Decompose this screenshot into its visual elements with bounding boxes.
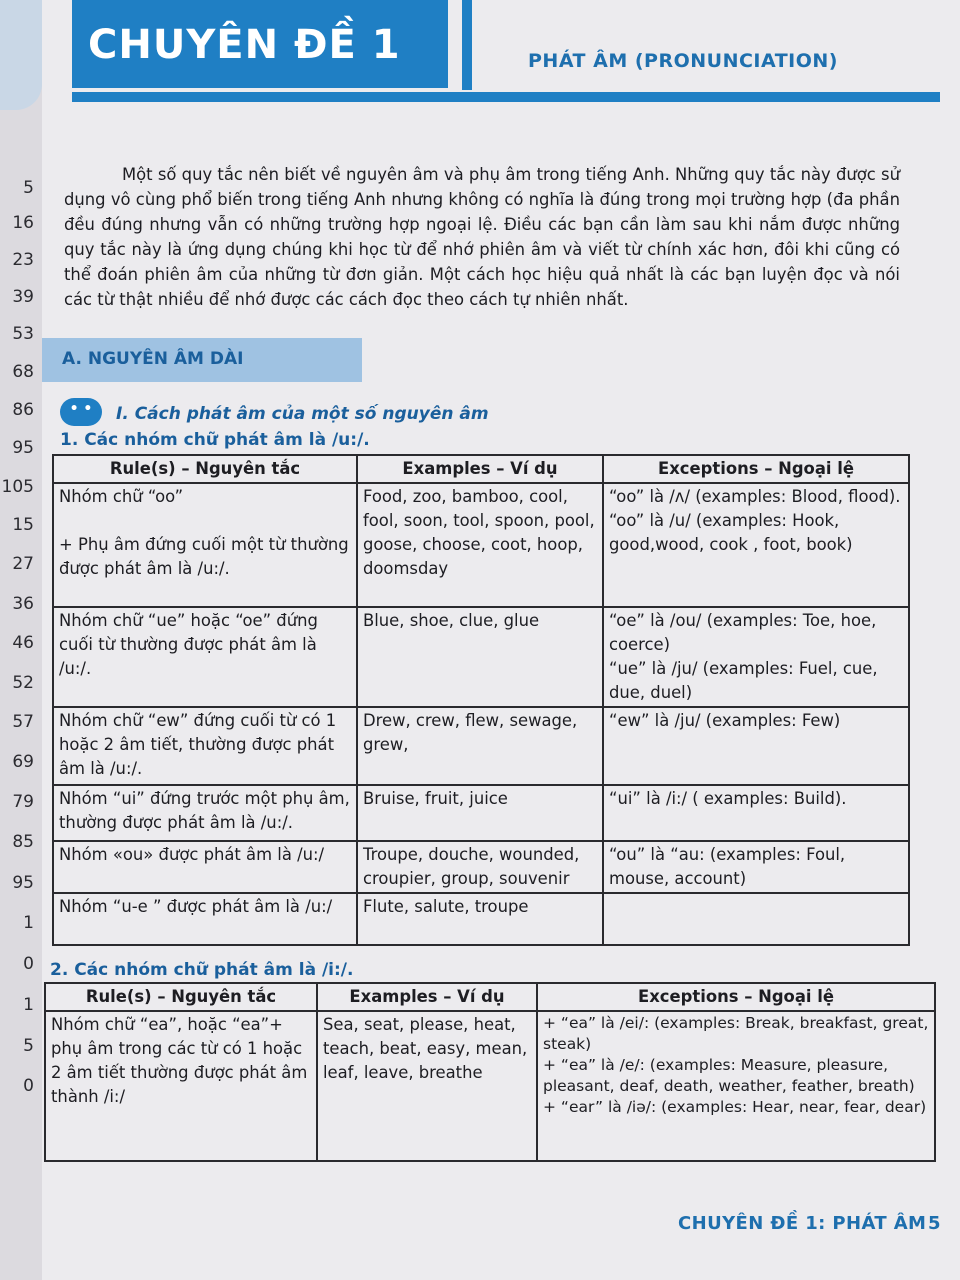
gutter-number: 23 bbox=[12, 250, 34, 270]
gutter-number: 105 bbox=[1, 477, 34, 497]
gutter-number: 5 bbox=[23, 178, 34, 198]
table-header-row bbox=[53, 455, 909, 483]
header-rules: Rule(s) – Nguyên tắc bbox=[45, 983, 317, 1011]
gutter-number: 53 bbox=[12, 324, 34, 344]
table2-title: 2. Các nhóm chữ phát âm là /i:/. bbox=[50, 960, 354, 980]
chapter-title: CHUYÊN ĐỀ 1 bbox=[88, 22, 401, 68]
page-number: 5 bbox=[928, 1213, 941, 1234]
examples-cell: Bruise, fruit, juice bbox=[357, 785, 603, 841]
topic-title: PHÁT ÂM (PRONUNCIATION) bbox=[528, 50, 838, 72]
examples-cell: Food, zoo, bamboo, cool, fool, soon, tool, spoon, pool, goose, choose, coot, hoop, doomsday bbox=[357, 483, 603, 607]
gutter-number: 57 bbox=[12, 712, 34, 732]
exceptions-cell: “ou” là “au: (examples: Foul, mouse, account) bbox=[603, 841, 909, 893]
table1 bbox=[52, 454, 910, 946]
exceptions-cell: “oo” là /ʌ/ (examples: Blood, flood). “oo” là /u/ (examples: Hook, good,wood, cook , foot, book) bbox=[603, 483, 909, 607]
gutter-number: 86 bbox=[12, 400, 34, 420]
header-separator bbox=[462, 0, 472, 90]
header-exceptions: Exceptions – Ngoại lệ bbox=[603, 455, 909, 483]
gutter-number: 85 bbox=[12, 832, 34, 852]
header-examples: Examples – Ví dụ bbox=[317, 983, 537, 1011]
gutter-number: 95 bbox=[12, 438, 34, 458]
gutter-number: 95 bbox=[12, 873, 34, 893]
section-title: A. NGUYÊN ÂM DÀI bbox=[62, 349, 244, 369]
gutter-number: 69 bbox=[12, 752, 34, 772]
header-rule bbox=[72, 92, 940, 102]
gutter-number: 68 bbox=[12, 362, 34, 382]
table1-title: 1. Các nhóm chữ phát âm là /u:/. bbox=[60, 430, 370, 450]
gutter-number: 1 bbox=[23, 995, 34, 1015]
table-row bbox=[53, 893, 909, 945]
header-exceptions: Exceptions – Ngoại lệ bbox=[537, 983, 935, 1011]
gutter-number: 0 bbox=[23, 1076, 34, 1096]
rule-cell: Nhóm chữ “ew” đứng cuối từ có 1 hoặc 2 âm tiết, thường được phát âm là /u:/. bbox=[53, 707, 357, 785]
gutter-number: 16 bbox=[12, 213, 34, 233]
gutter-number: 27 bbox=[12, 554, 34, 574]
chat-bubble-icon: • • bbox=[60, 398, 102, 426]
gutter-number: 0 bbox=[23, 954, 34, 974]
gutter-number: 46 bbox=[12, 633, 34, 653]
intro-paragraph: Một số quy tắc nên biết về nguyên âm và phụ âm trong tiếng Anh. Những quy tắc này được sử dụng vô cùng phổ biến trong tiếng Anh nhưng không có nghĩa là đúng trong mọi trường hợp (đa phần đều đúng nhưng vẫn có những trường hợp ngoại lệ. Điều các bạn cần làm sau khi nắm được những quy tắc này là ứng dụng chúng khi học từ để nhớ phiên âm và viết từ chính xác hơn, đôi khi cũng có thể đoán phiên âm của những từ đơn giản. Một cách học hiệu quả nhất là các bạn luyện đọc và nói các từ thật nhiều để nhớ được các cách đọc theo cách tự nhiên nhất. bbox=[64, 165, 900, 310]
section-heading bbox=[42, 338, 362, 382]
gutter-number: 79 bbox=[12, 792, 34, 812]
table-header-row bbox=[45, 983, 935, 1011]
table-row bbox=[53, 785, 909, 841]
table-row bbox=[53, 841, 909, 893]
rule-cell: Nhóm chữ “oo” + Phụ âm đứng cuối một từ thường được phát âm là /u:/. bbox=[53, 483, 357, 607]
page-gutter bbox=[0, 0, 42, 1280]
exceptions-cell: + “ea” là /ei/: (examples: Break, breakfast, great, steak) + “ea” là /e/: (examples: Measure, pleasure, pleasant, deaf, death, weather, feather, breath) + “ear” là /iə/: (examples: Hear, near, fear, dear) bbox=[537, 1011, 935, 1161]
table-row bbox=[53, 483, 909, 607]
exceptions-cell: “ew” là /ju/ (examples: Few) bbox=[603, 707, 909, 785]
exceptions-cell bbox=[603, 893, 909, 945]
examples-cell: Drew, crew, flew, sewage, grew, bbox=[357, 707, 603, 785]
gutter-number: 39 bbox=[12, 287, 34, 307]
rule-cell: Nhóm «ou» được phát âm là /u:/ bbox=[53, 841, 357, 893]
subsection-title: I. Cách phát âm của một số nguyên âm bbox=[116, 404, 489, 424]
examples-cell: Sea, seat, please, heat, teach, beat, easy, mean, leaf, leave, breathe bbox=[317, 1011, 537, 1161]
gutter-number: 52 bbox=[12, 673, 34, 693]
table-row bbox=[53, 607, 909, 707]
exceptions-cell: “oe” là /ou/ (examples: Toe, hoe, coerce) “ue” là /ju/ (examples: Fuel, cue, due, duel) bbox=[603, 607, 909, 707]
rule-cell: Nhóm “u-e ” được phát âm là /u:/ bbox=[53, 893, 357, 945]
gutter-tab bbox=[0, 0, 42, 110]
exceptions-cell: “ui” là /i:/ ( examples: Build). bbox=[603, 785, 909, 841]
header-rules: Rule(s) – Nguyên tắc bbox=[53, 455, 357, 483]
gutter-number: 36 bbox=[12, 594, 34, 614]
gutter-number: 15 bbox=[12, 515, 34, 535]
table2 bbox=[44, 982, 936, 1162]
examples-cell: Blue, shoe, clue, glue bbox=[357, 607, 603, 707]
rule-cell: Nhóm chữ “ea”, hoặc “ea”+ phụ âm trong các từ có 1 hoặc 2 âm tiết thường được phát âm thành /i:/ bbox=[45, 1011, 317, 1161]
chapter-header bbox=[72, 0, 448, 88]
rule-cell: Nhóm “ui” đứng trước một phụ âm, thường được phát âm là /u:/. bbox=[53, 785, 357, 841]
table-row bbox=[53, 707, 909, 785]
gutter-number: 1 bbox=[23, 913, 34, 933]
gutter-number: 5 bbox=[23, 1036, 34, 1056]
examples-cell: Flute, salute, troupe bbox=[357, 893, 603, 945]
table-row bbox=[45, 1011, 935, 1161]
rule-cell: Nhóm chữ “ue” hoặc “oe” đứng cuối từ thường được phát âm là /u:/. bbox=[53, 607, 357, 707]
footer-label: CHUYÊN ĐỀ 1: PHÁT ÂM bbox=[678, 1213, 927, 1234]
examples-cell: Troupe, douche, wounded, croupier, group, souvenir bbox=[357, 841, 603, 893]
header-examples: Examples – Ví dụ bbox=[357, 455, 603, 483]
